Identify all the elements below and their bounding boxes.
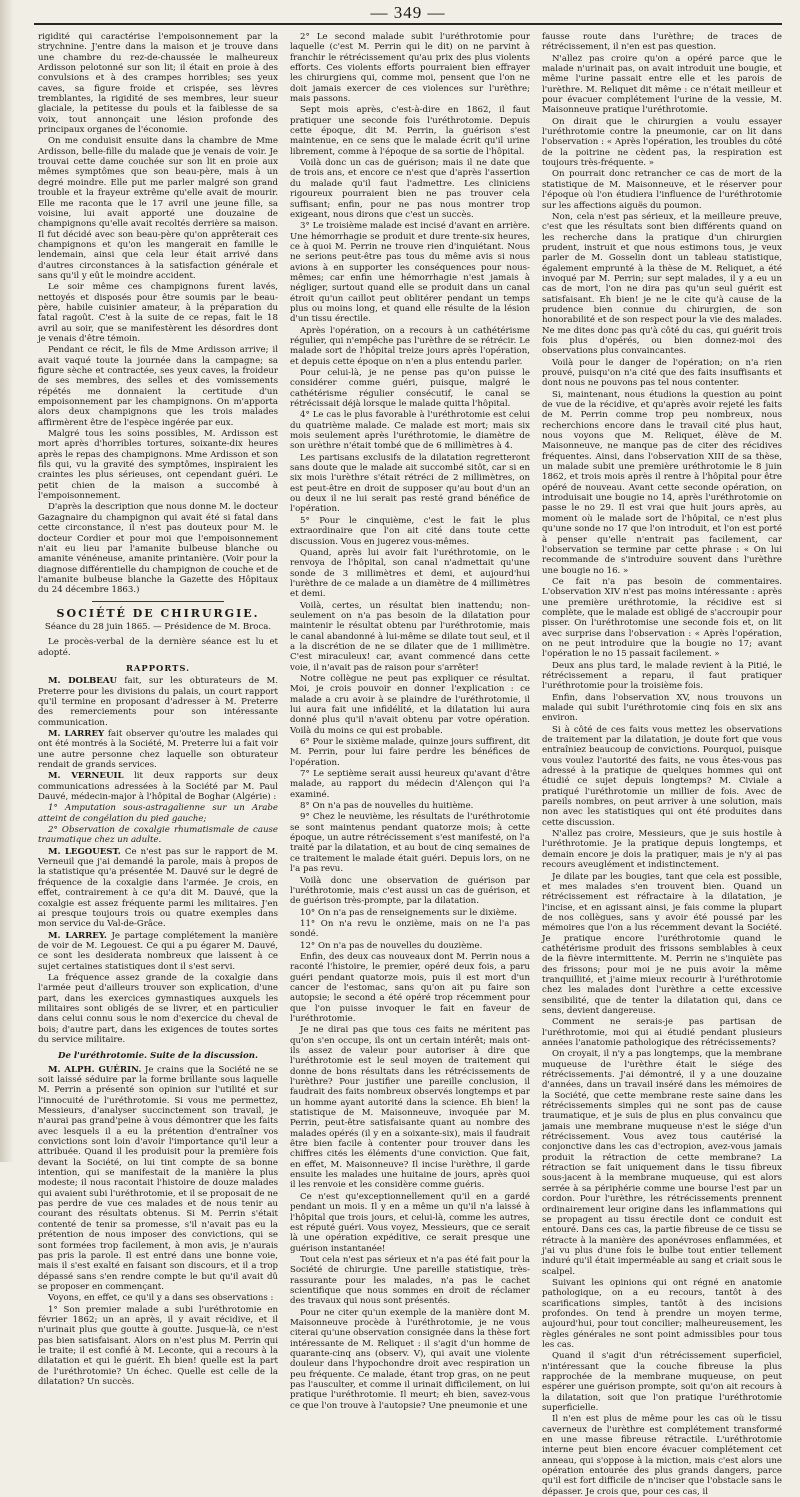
header-rule bbox=[34, 23, 782, 25]
paragraph: 8° On n'a pas de nouvelles du huitième. bbox=[300, 801, 474, 812]
paragraph: Notre collègue ne peut pas expliquer ce résultat. Moi, je crois pouvoir en donner l'explication : ce malade a cru avoir à se plaindre de l'uréthrotomie, il lui aura fait une infidélité, et la dilatation lui aura donné plus qu'il n'avait obtenu par votre opération. Voilà du moins ce qui est probable. bbox=[290, 673, 530, 736]
paragraph: Je ne dirai pas que tous ces faits ne méritent pas qu'on s'en occupe, ils ont un certain intérêt; mais ont-ils assez de valeur pour autoriser à dire que l'uréthrotomie est le seul moyen de traitement qui donne de bons résultats dans les rétrécissements de l'urèthre? Pour justifier une pareille conclusion, il faudrait des faits nombreux observés longtemps et par un homme ayant autorité dans la science. Eh bien! la statistique de M. Maisonneuve, invoquée par M. Perrin, peut-être satisfaisante quant au nombre des malades opérés (il y en a soixante-six), mais il faudrait être bien facile à contenter pour trouver dans les chiffres cités les éléments d'une conviction. Que fait, en effet, M. Maisonneuve? Il incise l'urèthre, il garde ensuite les malades une huitaine de jours, après quoi il les renvoie et les considère comme guéris. bbox=[290, 1025, 530, 1191]
page-number: — 349 — bbox=[370, 3, 446, 22]
paragraph: Voyons, en effet, ce qu'il y a dans ses observations : bbox=[48, 1293, 274, 1304]
paragraph: Il n'en est plus de même pour les cas où le tissu caverneux de l'urèthre est complétement transformé en une masse fibreuse rétractile. L'uréthrotomie interne peut bien encore évacuer complétement cet anneau, qui s'oppose à la miction, mais c'est alors une opération entourée des plus grands dangers, parce qu'il est fort difficile de n'inciser que l'obstacle sans le dépasser. Je crois que, pour ces cas, il bbox=[542, 1414, 782, 1497]
paragraph: 1° Amputation sous-astragalienne sur un Arabe atteint de congélation du pied gauche; bbox=[38, 803, 278, 824]
paragraph: 11° On n'a revu le onzième, mais on ne l'a pas sondé. bbox=[290, 918, 530, 940]
paragraph bbox=[38, 771, 278, 802]
paragraph: 9° Chez le neuvième, les résultats de l'uréthrotomie se sont maintenus pendant quatorze mois; à cette époque, un autre rétrécissement s'est manifesté, on l'a traité par la dilatation, et au bout de cinq semaines de ce traitement le malade était guéri. Depuis lors, on ne l'a pas revu. bbox=[290, 812, 530, 875]
paragraph: Enfin, dans l'observation XV, nous trouvons un malade qui subit l'uréthrotomie cinq fois en six ans environ. bbox=[542, 692, 782, 724]
paragraph: fausse route dans l'urèthre; de traces de rétrécissement, il n'en est pas question. bbox=[542, 32, 782, 53]
paragraph: On dirait que le chirurgien a voulu essayer l'uréthrotomie contre la pneumonie, car on lit dans l'observation : « Après l'opération, les troubles du côté de la poitrine ne cèdent pas, la respiration est toujours très-fréquente. » bbox=[542, 116, 782, 169]
paragraph: Voilà donc un cas de guérison; mais il ne date que de trois ans, et encore ce n'est que d'après l'assertion du malade qu'il faut l'admettre. Les cliniciens rigoureux pourraient bien ne pas trouver cela suffisant; enfin, pour ne pas nous montrer trop exigeant, nous dirons que c'est un succès. bbox=[290, 158, 530, 220]
session-date: Séance du 28 juin 1865. — Présidence de M. Broca. bbox=[44, 621, 272, 632]
paragraph bbox=[38, 1065, 278, 1293]
paragraph: On pourrait donc retrancher ce cas de mort de la statistique de M. Maisonneuve, et le réserver pour l'époque où l'on étudiera l'influence de l'uréthrotomie sur les affections aiguës du poumon. bbox=[542, 169, 782, 211]
paragraph: Pendant ce récit, le fils de Mme Ardisson arrive; il avait vaqué toute la journée dans la campagne; sa figure sèche et contractée, ses yeux caves, la froideur de ses membres, des selles et des vomissements répétés me donnaient la certitude d'un empoisonnement par les champignons. On m'apporta alors deux champignons que les trois malades affirmèrent être de l'espèce ingérée par eux. bbox=[38, 345, 278, 428]
speech-text: Je partage complétement la manière de voir de M. Legouest. Ce qui a pu égarer M. Dauvé, ce sont les desiderata nombreux que laissent à ce sujet certaines statistiques dont il s'est servi. bbox=[38, 930, 279, 972]
paragraph: Si, maintenant, nous étudions la question au point de vue de la récidive, et qu'après avoir rejeté les faits de M. Perrin comme trop peu nombreux, nous recherchions encore dans le travail cité plus haut, nous voyons que M. Reliquet, élève de M. Maisonneuve, ne manque pas de citer des récidives fréquentes. Ainsi, dans l'observation XIII de sa thèse, un malade subit une première uréthrotomie le 8 juin 1862, et trois mois après il rentre à l'hôpital pour être opéré de nouveau. Avant cette seconde opération, on introduisait une bougie no 14, après l'uréthrotomie on passe le no 29. Il est vrai que huit jours après, au moment où le malade sort de l'hôpital, ce n'est plus qu'une sonde no 17 que l'on introduit, et l'on est porté à penser qu'elle n'entrait pas facilement, car l'observation se termine par cette phrase : « On lui recommande de s'introduire souvent dans l'urèthre une bougie no 16. » bbox=[542, 389, 782, 576]
text-columns bbox=[38, 32, 782, 1497]
subheading-rapports: RAPPORTS. bbox=[125, 662, 191, 673]
paragraph: D'après la description que nous donne M. le docteur Gazagnaire du champignon qui avait été si fatal dans cette circonstance, il n'est pas douteux pour M. le docteur Cordier et pour moi que l'empoisonnement n'ait eu lieu par l'amanite bulbeuse blanche ou amanite vénéneuse, amanite printanière. (Voir pour la diagnose différentielle du champignon de couche et de l'amanite bulbeuse blanche la Gazette des Hôpitaux du 24 décembre 1863.) bbox=[38, 502, 278, 596]
section-divider bbox=[92, 601, 224, 602]
paragraph: Voilà, certes, un résultat bien inattendu; non-seulement on n'a pas besoin de la dilatation pour maintenir le résultat obtenu par l'uréthrotomie, mais le canal abandonné à lui-même se dilate tout seul, et il a la discrétion de ne se dilater que de 1 millimètre. C'est miraculeux! car, avant commencé dans cette voie, il n'avait pas de raison pour s'arrêter! bbox=[290, 600, 530, 673]
column-left bbox=[38, 32, 279, 1387]
subheading-discussion: De l'uréthrotomie. Suite de la discussion. bbox=[58, 1051, 258, 1062]
paragraph bbox=[38, 676, 278, 728]
paragraph: 4° Le cas le plus favorable à l'uréthrotomie est celui du quatrième malade. Ce malade est mort; mais six mois seulement après l'uréthrotomie, le diamètre de son urèthre n'était tombé que de 6 millimètres à 4. bbox=[290, 410, 530, 452]
paragraph: Ce fait n'a pas besoin de commentaires. L'observation XIV n'est pas moins intéressante : après une première uréthrotomie, la récidive est si complète, que le malade est obligé de s'accroupir pour pisser. On l'uréthrotomise une seconde fois et, on lit avec surprise dans l'observation : « Après l'opération, on ne peut introduire que la bougie no 17; avant l'opération le no 15 passait facilement. » bbox=[542, 576, 782, 660]
paragraph: Ce n'est qu'exceptionnellement qu'il en a gardé pendant un mois. Il y en a même un qu'il n'a laissé à l'hôpital que trois jours, et celui-là, comme les autres, est réputé guéri. Vous voyez, Messieurs, que ce serait là une opération expéditive, ce serait presque une guérison instantanée! bbox=[290, 1191, 530, 1254]
paragraph: Après l'opération, on a recours à un cathétérisme régulier, qui n'empêche pas l'urèthre de se rétrécir. Le malade sort de l'hôpital treize jours après l'opération, et depuis cette époque on n'en a plus entendu parler. bbox=[290, 325, 530, 367]
speaker-name: M. LARREY bbox=[48, 729, 105, 739]
paragraph: Comment ne serais-je pas partisan de l'uréthrotomie, moi qui ai étudié pendant plusieurs années l'anatomie pathologique des rétrécissements? bbox=[542, 1017, 782, 1048]
paragraph bbox=[38, 931, 278, 972]
paragraph: Voilà donc une observation de guérison par l'uréthrotomie, mais c'est aussi un cas de guérison, et de guérison très-prompte, par la dilatation. bbox=[290, 875, 530, 907]
paragraph: Malgré tous les soins possibles, M. Ardisson est mort après d'horribles tortures, soixante-dix heures après le repas des champignons. Mme Ardisson et son fils qui, vu la gravité des symptômes, inspiraient les craintes les plus sérieuses, ont cependant guéri. Le petit chien de la maison a succombé à l'empoisonnement. bbox=[38, 429, 278, 502]
paragraph bbox=[38, 729, 278, 770]
paragraph: 2° Le second malade subit l'uréthrotomie pour laquelle (c'est M. Perrin qui le dit) on ne parvint à franchir le rétrécissement qu'au prix des plus violents efforts. Ces violents efforts pourraient bien effrayer les chirurgiens qui, comme moi, pensent que l'on ne doit jamais exercer de ces violences sur l'urèthre; mais passons. bbox=[290, 32, 530, 105]
paragraph: On croyait, il n'y a pas longtemps, que la membrane muqueuse de l'urèthre était le siége des rétrécissements. J'ai démontré, il y a une douzaine d'années, dans un travail inséré dans les mémoires de la Société, que cette membrane reste saine dans les rétrécissements simples qui ne sont pas de cause traumatique, et je suis de plus en plus convaincu que jamais une membrane muqueuse n'est le siége d'un rétrécissement. Vous avez tous cautérisé la conjonctive dans les cas d'ectropion, avez-vous jamais produit la rétraction de cette membrane? La rétraction se fait uniquement dans le tissu fibreux sous-jacent à la membrane muqueuse, qui est alors serrée à sa périphérie comme une bourse l'est par un cordon. Pour l'urèthre, les rétrécissements prennent ordinairement leur origine dans les inflammations qui se propagent au tissu érectile dont ce conduit est entouré. Dans ces cas, la partie fibreuse de ce tissu se rétracte à la manière des aponévroses enflammées, et j'ai vu plus d'une fois le bulbe tout entier tellement induré qu'il était imperméable au sang et criait sous le scalpel. bbox=[542, 1049, 782, 1277]
speech-text: fait, sur les obturateurs de M. Preterre pour les divisions du palais, un court rapport qu'il termine en proposant d'adresser à M. Preterre des remerciements pour son intéressante communication. bbox=[38, 676, 278, 728]
paragraph: 6° Pour le sixième malade, quinze jours suffirent, dit M. Perrin, pour lui faire perdre les bénéfices de l'opération. bbox=[290, 737, 530, 768]
paragraph bbox=[38, 847, 278, 930]
speech-text: Je crains que la Société ne se soit laissé séduire par la forme brillante sous laquelle M. Perrin a présenté son opinion sur l'utilité et sur l'innocuité de l'uréthrotomie. Si vous me permettez, Messieurs, d'analyser succinctement son travail, je n'aurai pas grand'peine à vous démontrer que les faits avec lesquels il a eu la prétention d'entraîner vos convictions sont loin d'avoir l'importance qu'il leur a attribuée. Quand il les produisit pour la première fois devant la Société, on lui tint compte de sa bonne intention, qui se manifestait de la manière la plus modeste; il nous racontait l'histoire de douze malades qui avaient subi l'uréthrotomie, et il se proposait de ne pas perdre de vue ces malades et de nous tenir au courant des résultats obtenus. Si M. Perrin s'était contenté de tenir sa promesse, s'il n'avait pas eu la prétention de nous imposer des convictions, qui se sont formées trop facilement, à mon avis, je n'aurais pas pris la parole. Il est entré dans une bonne voie, mais il s'est exalté en faisant son discours, et il a trop dépassé sans s'en rendre compte le but qu'il avait dû se proposer en commençant. bbox=[38, 1064, 278, 1292]
paragraph: N'allez pas croire, Messieurs, que je suis hostile à l'uréthrotomie. Je la pratique depuis longtemps, et demain encore je dois la pratiquer, mais je n'y ai pas recours aveuglément et indistinctement. bbox=[542, 829, 782, 871]
paragraph: Enfin, des deux cas nouveaux dont M. Perrin nous a raconté l'histoire, le premier, opéré deux fois, a paru guéri pendant quatorze mois, puis il est mort d'un cancer de l'estomac, sans qu'on ait pu faire son autopsie; le second a été opéré trop récemment pour que l'on puisse invoquer le fait en faveur de l'uréthrotomie. bbox=[290, 951, 530, 1024]
speech-text: lit deux rapports sur deux communications adressées à la Société par M. Paul Dauvé, médecin-major à l'hôpital de Boghar (Algérie) : bbox=[38, 771, 279, 803]
paragraph: Quand il s'agit d'un rétrécissement superficiel, n'intéressant que la couche fibreuse la plus rapprochée de la membrane muqueuse, on peut espérer une guérison prompte, soit qu'on ait recours à la dilatation, soit que l'on pratique l'uréthrotomie superficielle. bbox=[542, 1351, 782, 1414]
paragraph: Deux ans plus tard, le malade revient à la Pitié, le rétrécissement a reparu, il faut pratiquer l'uréthrotomie pour la troisième fois. bbox=[542, 660, 782, 692]
paragraph: 12° On n'a pas de nouvelles du douzième. bbox=[300, 940, 483, 951]
section-title: SOCIÉTÉ DE CHIRURGIE. bbox=[56, 606, 260, 620]
page-binding-shadow bbox=[0, 0, 14, 1162]
paragraph: Quand, après lui avoir fait l'uréthrotomie, on le renvoya de l'hôpital, son canal n'admettait qu'une sonde de 3 millimètres et demi, et aujourd'hui l'urèthre de ce malade a un diamètre de 4 millimètres et demi. bbox=[290, 547, 530, 600]
paragraph: N'allez pas croire qu'on a opéré parce que le malade n'urinait pas, on avait introduit une bougie, et même l'urine passait entre elle et les parois de l'urèthre. M. Reliquet dit même : ce n'était meilleur et pour évacuer complétement l'urine de la vessie, M. Maisonneuve pratique l'uréthrotomie. bbox=[542, 53, 782, 116]
speaker-name: M. LARREY. bbox=[48, 930, 107, 941]
speaker-name: M. VERNEUIL bbox=[48, 771, 124, 782]
page-header bbox=[34, 0, 782, 24]
paragraph: 5° Pour le cinquième, c'est le fait le plus extraordinaire que l'on ait cité dans toute cette discussion. Vous en jugerez vous-mêmes. bbox=[290, 515, 530, 547]
speech-text: fait observer qu'outre les malades qui ont été montrés à la Société, M. Preterre lui a fait voir une autre personne chez laquelle son obturateur rendait de grands services. bbox=[38, 729, 278, 771]
paragraph: Je dilate par les bougies, tant que cela est possible, et mes malades s'en trouvent bien. Quand un rétrécissement est réfractaire à la dilatation, je l'incise, et en agissant ainsi, je fais comme la plupart de nos collègues, sans y avoir été poussé par les mémoires que l'on a lus récemment devant la Société. Je pratique encore l'uréthrotomie quand le cathétérisme produit des frissons semblables à ceux de la fièvre intermittente. M. Perrin ne s'inquiète pas des frissons; pour moi je ne puis avoir la même tranquillité, et j'aime mieux recourir à l'uréthrotomie chez les malades dont l'urèthre a cette excessive sensibilité, que de tenter la dilatation qui, dans ce sens, devient dangereuse. bbox=[542, 871, 782, 1016]
paragraph: Pour celui-là, je ne pense pas qu'on puisse le considérer comme guéri, puisque, malgré le cathétérisme régulier consécutif, le canal se rétrécissait déjà lorsque le malade quitta l'hôpital. bbox=[290, 368, 530, 410]
column-right bbox=[542, 32, 782, 1497]
paragraph: Le soir même ces champignons furent lavés, nettoyés et disposés pour être soumis par le beau-père, habile cuisinier amateur, à la préparation du fatal ragoût. C'est à la suite de ce repas, fait le 18 avril au soir, que se manifestèrent les désordres dont je venais d'être témoin. bbox=[38, 282, 278, 344]
speech-text: Ce n'est pas sur le rapport de M. Verneuil que j'ai demandé la parole, mais à propos de la statistique qu'a présentée M. Dauvé sur le degré de fréquence de la coxalgie dans l'armée. Je crois, en effet, contrairement à ce qu'a dit M. Dauvé, que la coxalgie est assez fréquente parmi les militaires. J'en ai presque toujours trois ou quatre exemples dans mon service du Val-de-Grâce. bbox=[38, 846, 278, 930]
paragraph: On me conduisit ensuite dans la chambre de Mme Ardisson, belle-fille du malade que je venais de voir. Je trouvai cette dame couchée sur son lit en proie aux mêmes symptômes que son beau-père, mais à un degré moindre. Elle put me parler malgré son grand trouble et la frayeur extrême qu'elle avait de mourir. Elle me raconta que le 17 avril une jeune fille, sa voisine, lui avait apporté une douzaine de champignons qu'elle avait recoltés derrière sa maison. Il fut décidé avec son beau-père qu'on apprêterait ces champignons et qu'on les mangerait en famille le lendemain, ainsi que cela leur était arrivé dans d'autres circonstances à la satisfaction générale et sans qu'il y eût le moindre accident. bbox=[38, 136, 278, 281]
paragraph: Le procès-verbal de la dernière séance est lu et adopté. bbox=[38, 637, 278, 658]
paragraph: 7° Le septième serait aussi heureux qu'avant d'être malade, au rapport du médecin d'Alençon qui l'a examiné. bbox=[290, 769, 530, 800]
speaker-name: M. DOLBEAU bbox=[48, 676, 118, 687]
paragraph: Si à côté de ces faits vous mettez les observations de traitement par la dilatation, je doute fort que vous entraîniez beaucoup de convictions. Pourquoi, puisque vous voulez l'autorité des faits, ne vous êtes-vous pas adressé à la pratique de quelques hommes qui ont étudié ce sujet depuis longtemps? M. Civiale a pratiqué l'uréthrotomie un millier de fois. Avec de pareils nombres, on peut arriver à une solution, mais non avec les statistiques qui ont été produites dans cette discussion. bbox=[542, 724, 782, 828]
paragraph: Pour ne citer qu'un exemple de la manière dont M. Maisonneuve procède à l'uréthrotomie, je ne vous citerai qu'une observation consignée dans la thèse fort intéressante de M. Reliquet : il s'agit d'un homme de quarante-cinq ans (observ. V), qui avait une violente douleur dans l'hypochondre droit avec respiration un peu fréquente. Ce malade, étant trop gras, on ne peut pas l'ausculter, et comme il urinait difficilement, on lui pratique l'uréthrotomie. Il meurt; eh bien, savez-vous ce que l'on trouve à l'autopsie? Une pneumonie et une bbox=[290, 1307, 530, 1411]
paragraph: Tout cela n'est pas sérieux et n'a pas été fait pour la Société de chirurgie. Une pareille statistique, très-rassurante pour les malades, n'a pas le cachet scientifique que nous sommes en droit de réclamer des travaux qui nous sont présentés. bbox=[290, 1254, 530, 1307]
paragraph: Non, cela n'est pas sérieux, et la meilleure preuve, c'est que les résultats sont bien différents quand on les recherche dans la pratique d'un chirurgien prudent, instruit et que nous estimons tous, je veux parler de M. Gosselin dont un tableau statistique, également emprunté à la thèse de M. Reliquet, a été invoqué par M. Perrin; sur sept malades, il y a eu un cas de mort, l'on ne dira pas qu'un seul guérit est satisfaisant. Eh bien! je ne le cite qu'à cause de la prudence bien connue du chirurgien, de son honorabilité et de son respect pour la vie des malades. Ne me dites donc pas qu'à côté du cas, qui guérit trois fois plus d'opérés, ou bien donnez-moi des observations plus convaincantes. bbox=[542, 211, 782, 357]
speaker-name: M. LEGOUEST. bbox=[48, 846, 121, 857]
column-middle bbox=[290, 32, 530, 1411]
paragraph: 1° Son premier malade a subi l'uréthrotomie en février 1862; un an après, il y avait récidive, et il n'urinait plus que goutte à goutte. Jusque-là, ce n'est pas bien satisfaisant. Alors on n'est plus M. Perrin qui le traite; il est confié à M. Leconte, qui a recours à la dilatation et qui le guérit. Eh bien! quelle est la part de l'uréthrotomie? Un échec. Quelle est celle de la dilatation? Un succès. bbox=[38, 1304, 278, 1387]
paragraph: 3° Le troisième malade est incisé d'avant en arrière. Une hémorrhagie se produit et dure trente-six heures, ce à quoi M. Perrin ne trouve rien d'inquiétant. Nous ne serions peut-être pas tous du même avis si nous avions à en supporter les conséquences pour nous-mêmes; car enfin une hémorrhagie n'est jamais à négliger, surtout quand elle se produit dans un canal étroit qu'un caillot peut oblitérer pendant un temps plus ou moins long, et quand elle résulte de la lésion d'un tissu érectile. bbox=[290, 221, 530, 325]
paragraph: La fréquence assez grande de la coxalgie dans l'armée peut d'ailleurs trouver son explication, d'une part, dans les exercices gymnastiques auxquels les militaires sont obligés de se livrer, et en particulier dans celui connu sous le nom d'exercice du cheval de bois; d'autre part, dans les exigences de toutes sortes du service militaire. bbox=[38, 972, 278, 1045]
paragraph: Les partisans exclusifs de la dilatation regretteront sans doute que le malade ait succombé sitôt, car si en six mois l'urèthre s'était rétréci de 2 millimètres, on est peut-être en droit de supposer qu'au bout d'un an ou deux il ne lui serait pas resté grand bénéfice de l'opération. bbox=[290, 452, 530, 515]
paragraph: Suivant les opinions qui ont régné en anatomie pathologique, on a eu recours, tantôt à des scarifications simples, tantôt à des incisions profondes. On tend à prendre un moyen terme, aujourd'hui, pour tout concilier; malheureusement, les règles générales ne sont point admissibles pour tous les cas. bbox=[542, 1277, 782, 1350]
speaker-name: M. ALPH. GUÉRIN. bbox=[48, 1064, 142, 1075]
paragraph: 2° Observation de coxalgie rhumatismale de cause traumatique chez un adulte. bbox=[38, 825, 278, 846]
paragraph: 10° On n'a pas de renseignements sur le dixième. bbox=[300, 907, 517, 918]
paragraph: Sept mois après, c'est-à-dire en 1862, il faut pratiquer une seconde fois l'uréthrotomie. Depuis cette époque, dit M. Perrin, la guérison s'est maintenue, en ce sens que le malade écrit qu'il urine librement, comme à l'époque de sa sortie de l'hôpital. bbox=[290, 105, 530, 157]
paragraph: rigidité qui caractérise l'empoisonnement par la strychnine. J'entre dans la maison et je trouve dans une chambre du rez-de-chaussée le malheureux Ardisson pelotonné sur son lit; il était en proie à des convulsions et à des crampes horribles; ses yeux caves, sa figure froide et crispée, ses lèvres tremblantes, la rigidité de ses membres, leur sueur glaciale, la petitesse du pouls et la faiblesse de sa voix, tout annonçait une lésion profonde des principaux organes de l'économie. bbox=[38, 32, 278, 136]
paragraph: Voilà pour le danger de l'opération; on n'a rien prouvé, puisqu'on n'a cité que des faits insuffisants et dont nous ne pouvons pas tel nous contenter. bbox=[542, 357, 782, 389]
